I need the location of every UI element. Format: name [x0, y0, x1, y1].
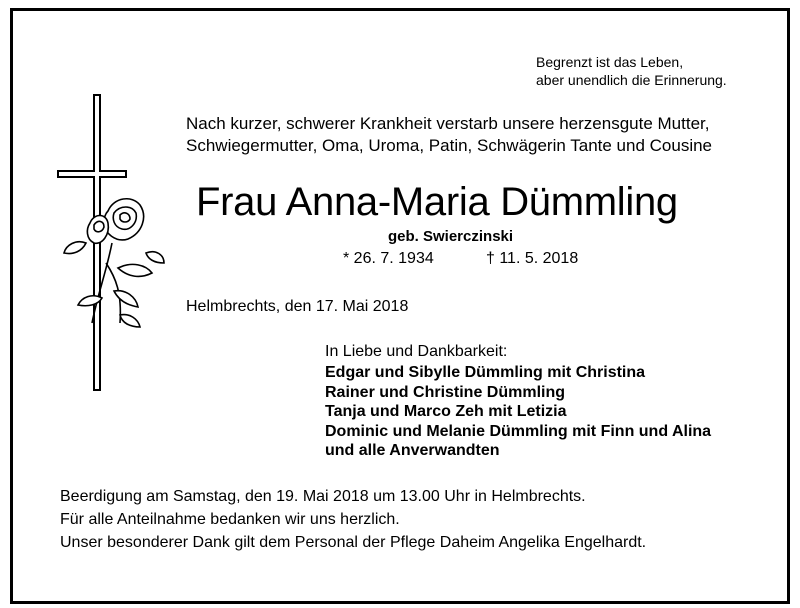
mourner-line: Tanja und Marco Zeh mit Letizia	[325, 403, 567, 420]
mourners-intro: In Liebe und Dankbarkeit:	[325, 343, 508, 360]
mourners-list	[325, 363, 711, 461]
note-line: Beerdigung am Samstag, den 19. Mai 2018 um 13.00 Uhr in Helmbrechts.	[60, 488, 586, 505]
mourner-line: und alle Anverwandten	[325, 442, 500, 459]
mourner-line: Rainer und Christine Dümmling	[325, 383, 566, 401]
intro-text	[186, 113, 712, 157]
motto-line-2: aber unendlich die Erinnerung.	[536, 72, 727, 88]
note-line: Für alle Anteilnahme bedanken wir uns herzlich.	[60, 511, 400, 528]
mourner-line: Edgar und Sibylle Dümmling mit Christina	[325, 364, 646, 381]
cross-with-rose-icon	[56, 93, 166, 393]
motto-line-1: Begrenzt ist das Leben,	[536, 54, 684, 70]
deceased-name: Frau Anna-Maria Dümmling	[196, 180, 678, 224]
mourner-line: Dominic und Melanie Dümmling mit Finn und Alina	[325, 422, 712, 440]
motto-text	[536, 53, 727, 89]
intro-line-2: Schwiegermutter, Oma, Uroma, Patin, Schwägerin Tante und Cousine	[186, 136, 713, 155]
place-date: Helmbrechts, den 17. Mai 2018	[186, 298, 409, 315]
intro-line-1: Nach kurzer, schwerer Krankheit verstarb unsere herzensgute Mutter,	[186, 114, 710, 133]
note-line: Unser besonderer Dank gilt dem Personal der Pflege Daheim Angelika Engelhardt.	[60, 534, 647, 551]
death-date: † 11. 5. 2018	[486, 250, 579, 267]
funeral-notes	[60, 485, 646, 554]
maiden-name: geb. Swierczinski	[388, 228, 514, 245]
birth-date: * 26. 7. 1934	[343, 250, 434, 267]
